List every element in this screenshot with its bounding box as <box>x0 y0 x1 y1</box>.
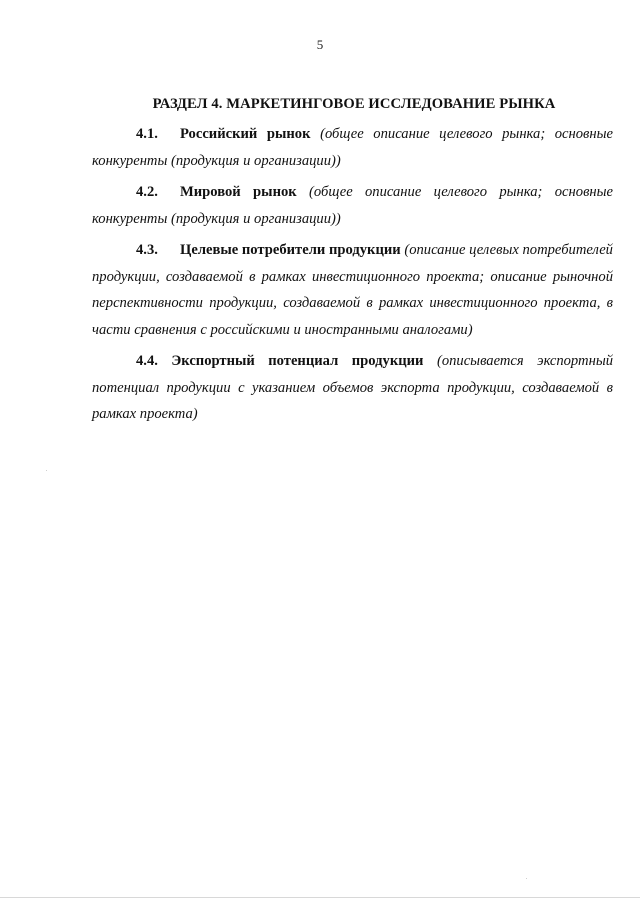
item-number: 4.4. <box>136 353 158 369</box>
item-number: 4.3. <box>136 242 158 258</box>
item-4-3 <box>92 237 613 343</box>
scan-edge-line <box>0 897 640 898</box>
item-title: Экспортный потенциал продукции <box>171 353 424 369</box>
scan-artifact <box>526 878 527 879</box>
scan-artifact <box>46 470 47 471</box>
item-description: (общее описание целевого рынка; основные конкуренты (продукция и организации)) <box>92 184 613 227</box>
item-title: Мировой рынок <box>180 184 297 200</box>
item-4-2 <box>92 179 613 232</box>
item-4-4 <box>92 348 613 428</box>
item-description: (описывается экспортный потенциал продукции с указанием объемов экспорта продукции, создаваемой в рамках проекта) <box>92 353 613 422</box>
item-description: (общее описание целевого рынка; основные конкуренты (продукция и организации)) <box>92 126 613 169</box>
item-4-1 <box>92 121 613 174</box>
section-heading: РАЗДЕЛ 4. МАРКЕТИНГОВОЕ ИССЛЕДОВАНИЕ РЫНКА <box>152 96 556 112</box>
item-title: Российский рынок <box>180 126 311 142</box>
page-number: 5 <box>316 37 324 52</box>
item-number: 4.2. <box>136 184 158 200</box>
item-number: 4.1. <box>136 126 158 142</box>
item-title: Целевые потребители продукции <box>180 242 401 258</box>
item-description: (описание целевых потребителей продукции, создаваемой в рамках инвестиционного проекта; описание рыночной перспективности продукции, создаваемой в рамках инвестиционного проекта, в части сравнения с российскими и иностранными аналогами) <box>92 242 613 338</box>
section-content <box>92 121 613 432</box>
